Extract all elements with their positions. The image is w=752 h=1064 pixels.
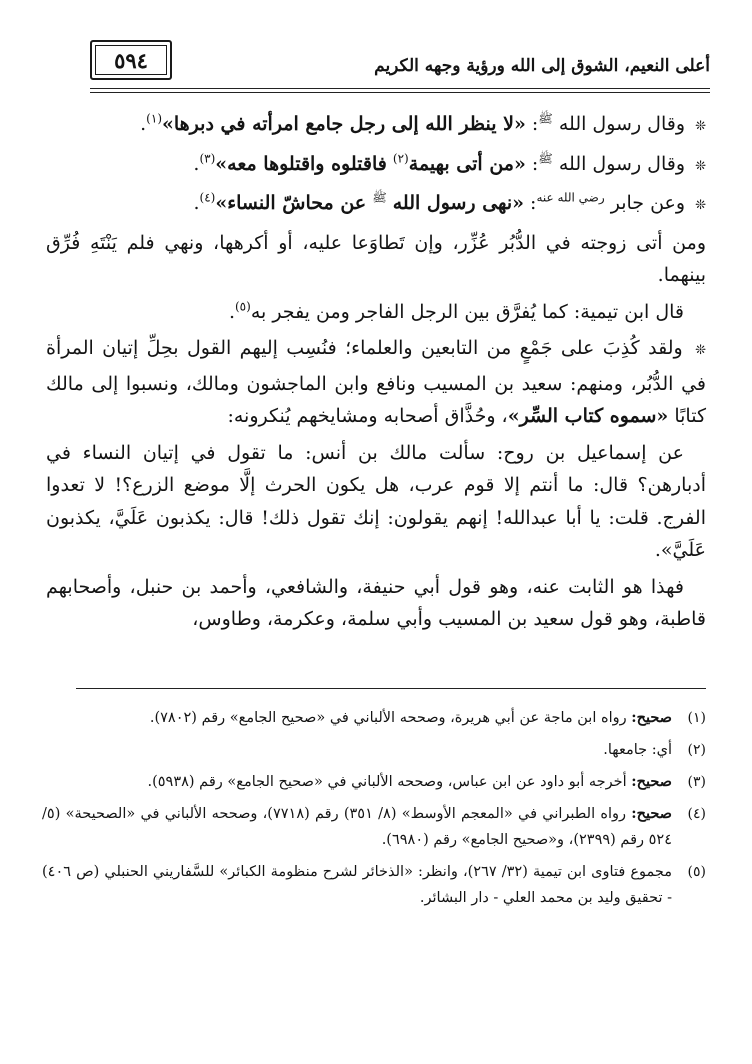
footnote-grade: صحيح: [631,805,672,822]
bullet-icon: ❊ [695,198,706,213]
footnote-number: (٣) [687,774,706,790]
page-number: ٥٩٤ [90,40,172,80]
hadith-text: «لا ينظر الله إلى رجل جامع امرأته في دبرها» [162,113,526,135]
book-title: «سموه كتاب السِّر» [507,405,669,427]
honorific-glyph: ﷺ [538,151,553,166]
hadith-2: ❊ وقال رسول الله $^ﷺ$: «من أتى بهيمة$^{(٢)}$ فاقتلوه واقتلوها معه»$^{(٣)}$. [193,151,706,175]
paragraph-attribution: ❊ ولقد كُذِبَ على جَمْعٍ من التابعين والعلماء؛ فنُسِب إليهم القول بحِلِّ إتيان المرأة في الدُّبُر، ومنهم: سعيد بن المسيب ونافع وابن الماجشون ومالك، ونسبوا إلى مالك كتابًا «سموه كتاب السِّر»، وحُذَّاق أصحابه ومشايخهم يُنكرونه: [46,337,706,427]
honorific-glyph: ﷺ [538,111,553,126]
paragraph-ibn-taymiyyah: قال ابن تيمية: كما يُفرَّق بين الرجل الفاجر ومن يفجر به$^{(٥)}$. [228,299,684,323]
bullet-icon: ❊ [695,119,706,134]
footnote-item [42,737,706,763]
footnote-ref[interactable]: (١) [146,111,162,126]
footnote-text: رواه الطبراني في «المعجم الأوسط» (٨/ ٣٥١) رقم (٧٧١٨)، وصححه الألباني في «الصحيحة» (٥/ ٥٢٤ رقم (٢٣٩٩)، و«صحيح الجامع» رقم (٦٩٨٠). [42,806,672,848]
honorific-glyph: رضي الله عنه [536,190,605,205]
footnote-text: أخرجه أبو داود عن ابن عباس، وصححه الألباني في «صحيح الجامع» رقم (٥٩٣٨). [147,774,627,790]
footnote-grade: صحيح: [631,709,672,726]
footnote-ref[interactable]: (٢) [392,151,409,166]
footnote-text: أي: جامعها. [603,742,672,758]
hadith-3: ❊ وعن جابر $^{رضي الله عنه}$: «نهى رسول الله $^ﷺ$ عن محاشّ النساء»$^{(٤)}$. [193,190,706,214]
hadith-text-cont: عن محاشّ النساء» [215,192,367,214]
hadith-1: ❊ وقال رسول الله $^ﷺ$: «لا ينظر الله إلى رجل جامع امرأته في دبرها»$^{(١)}$. [140,111,706,135]
bullet-icon: ❊ [695,158,706,174]
paragraph-ruling: ومن أتى زوجته في الدُّبُر عُزِّر، وإن تَطاوَعا عليه، أو أكرهها، ونهي فلم يَنْتَهِ فُرِّق بينهما. [46,231,706,286]
footnote-item [42,801,706,853]
footnote-number: (٥) [687,864,706,880]
paragraph-conclusion: فهذا هو الثابت عنه، وهو قول أبي حنيفة، والشافعي، وأحمد بن حنبل، وأصحابهم قاطبة، وهو قول سعيد بن المسيب وأبي سلمة، وعكرمة، وطاوس، [46,575,706,630]
hadith-text: «من أتى بهيمة [408,152,526,175]
header-rule [90,88,710,89]
page-header [90,34,710,86]
footnotes [42,705,706,917]
footnote-ref[interactable]: (٥) [234,299,251,314]
footnote-item [42,705,706,731]
footnote-text: مجموع فتاوى ابن تيمية (٣٢/ ٢٦٧)، وانظر: «الذخائر لشرح منظومة الكبائر» للسَّفاريني الحنبلي (ص ٤٠٦) - تحقيق وليد بن محمد العلي - دار البشائر. [42,864,672,906]
footnote-text: رواه ابن ماجة عن أبي هريرة، وصححه الألباني في «صحيح الجامع» رقم (٧٨٠٢). [149,710,627,726]
footnote-item [42,769,706,795]
main-text [46,108,706,640]
footnote-ref[interactable]: (٣) [199,151,216,166]
honorific-glyph: ﷺ [372,190,387,205]
footnote-grade: صحيح: [631,773,672,790]
bullet-icon: ❊ [695,343,706,358]
paragraph-ismail-report: عن إسماعيل بن روح: سألت مالك بن أنس: ما تقول في إتيان النساء في أدبارهن؟ قال: ما أنتم إلا قوم عرب، هل يكون الحرث إلَّا موضع الزرع؟! لا تعدوا الفرج. قلت: يا أبا عبدالله! إنهم يقولون: إنك تقول ذلك! قال: يكذبون عَلَيَّ، يكذبون عَلَيَّ». [46,441,706,561]
footnote-separator [76,688,706,689]
footnote-number: (١) [687,710,706,726]
footnote-number: (٤) [687,806,706,822]
footnote-number: (٢) [687,742,706,758]
running-title: أعلى النعيم، الشوق إلى الله ورؤية وجهه الكريم [374,56,710,76]
header-rule [90,92,710,93]
footnote-ref[interactable]: (٤) [199,190,216,205]
hadith-text: «نهى رسول الله [392,192,524,214]
hadith-text-cont: فاقتلوه واقتلوها معه» [215,152,387,175]
footnote-item [42,859,706,911]
